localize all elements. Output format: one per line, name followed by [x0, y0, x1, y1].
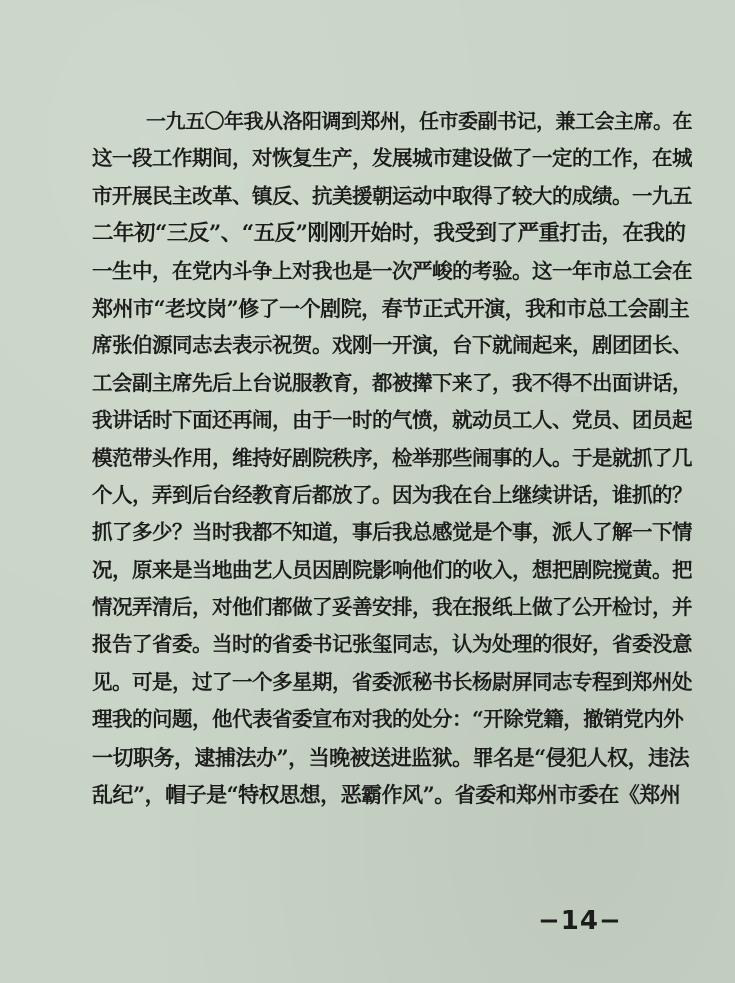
text-line: 一生中，在党内斗争上对我也是一次严峻的考验。这一年市总工会在	[92, 258, 692, 283]
text-line: 理我的问题，他代表省委宣布对我的处分：“开除党籍，撤销党内外	[92, 707, 684, 732]
text-line: 情况弄清后，对他们都做了妥善安排，我在报纸上做了公开检讨，并	[92, 595, 692, 620]
text-line: 模范带头作用，维持好剧院秩序，检举那些闹事的人。于是就抓了几	[92, 445, 692, 470]
text-line: 个人，弄到后台经教育后都放了。因为我在台上继续讲话，谁抓的？	[92, 482, 692, 507]
text-line: 一切职务，逮捕法办”，当晚被送进监狱。罪名是“侵犯人权，违法	[92, 744, 690, 770]
text-line: 抓了多少？当时我都不知道，事后我总感觉是个事，派人了解一下情	[92, 520, 692, 545]
text-line: 见。可是，过了一个多星期，省委派秘书长杨尉屏同志专程到郑州处	[92, 669, 692, 694]
body-text	[92, 103, 692, 813]
text-line: 况，原来是当地曲艺人员因剧院影响他们的收入，想把剧院搅黄。把	[92, 557, 692, 582]
text-line: 报告了省委。当时的省委书记张玺同志，认为处理的很好，省委没意	[92, 632, 692, 657]
text-line: 郑州市“老坟岗”修了一个剧院，春节正式开演，我和市总工会副主	[92, 295, 690, 321]
page-number: −14−	[538, 906, 622, 936]
text-line: 一九五〇年我从洛阳调到郑州，任市委副书记，兼工会主席。在	[146, 109, 692, 133]
text-line: 乱纪”，帽子是“特权思想，恶霸作风”。省委和郑州市委在《郑州	[92, 782, 681, 808]
text-line: 二年初“三反”、“五反”刚刚开始时，我受到了严重打击，在我的	[92, 221, 686, 247]
text-line: 我讲话时下面还再闹，由于一时的气愤，就动员工人、党员、团员起	[92, 408, 692, 433]
text-line: 这一段工作期间，对恢复生产，发展城市建设做了一定的工作，在城	[92, 146, 692, 171]
text-line: 市开展民主改革、镇反、抗美援朝运动中取得了较大的成绩。一九五	[92, 183, 692, 208]
text-line: 工会副主席先后上台说服教育，都被撵下来了，我不得不出面讲话，	[92, 370, 692, 395]
text-line: 席张伯源同志去表示祝贺。戏刚一开演，台下就闹起来，剧团团长、	[92, 333, 692, 358]
